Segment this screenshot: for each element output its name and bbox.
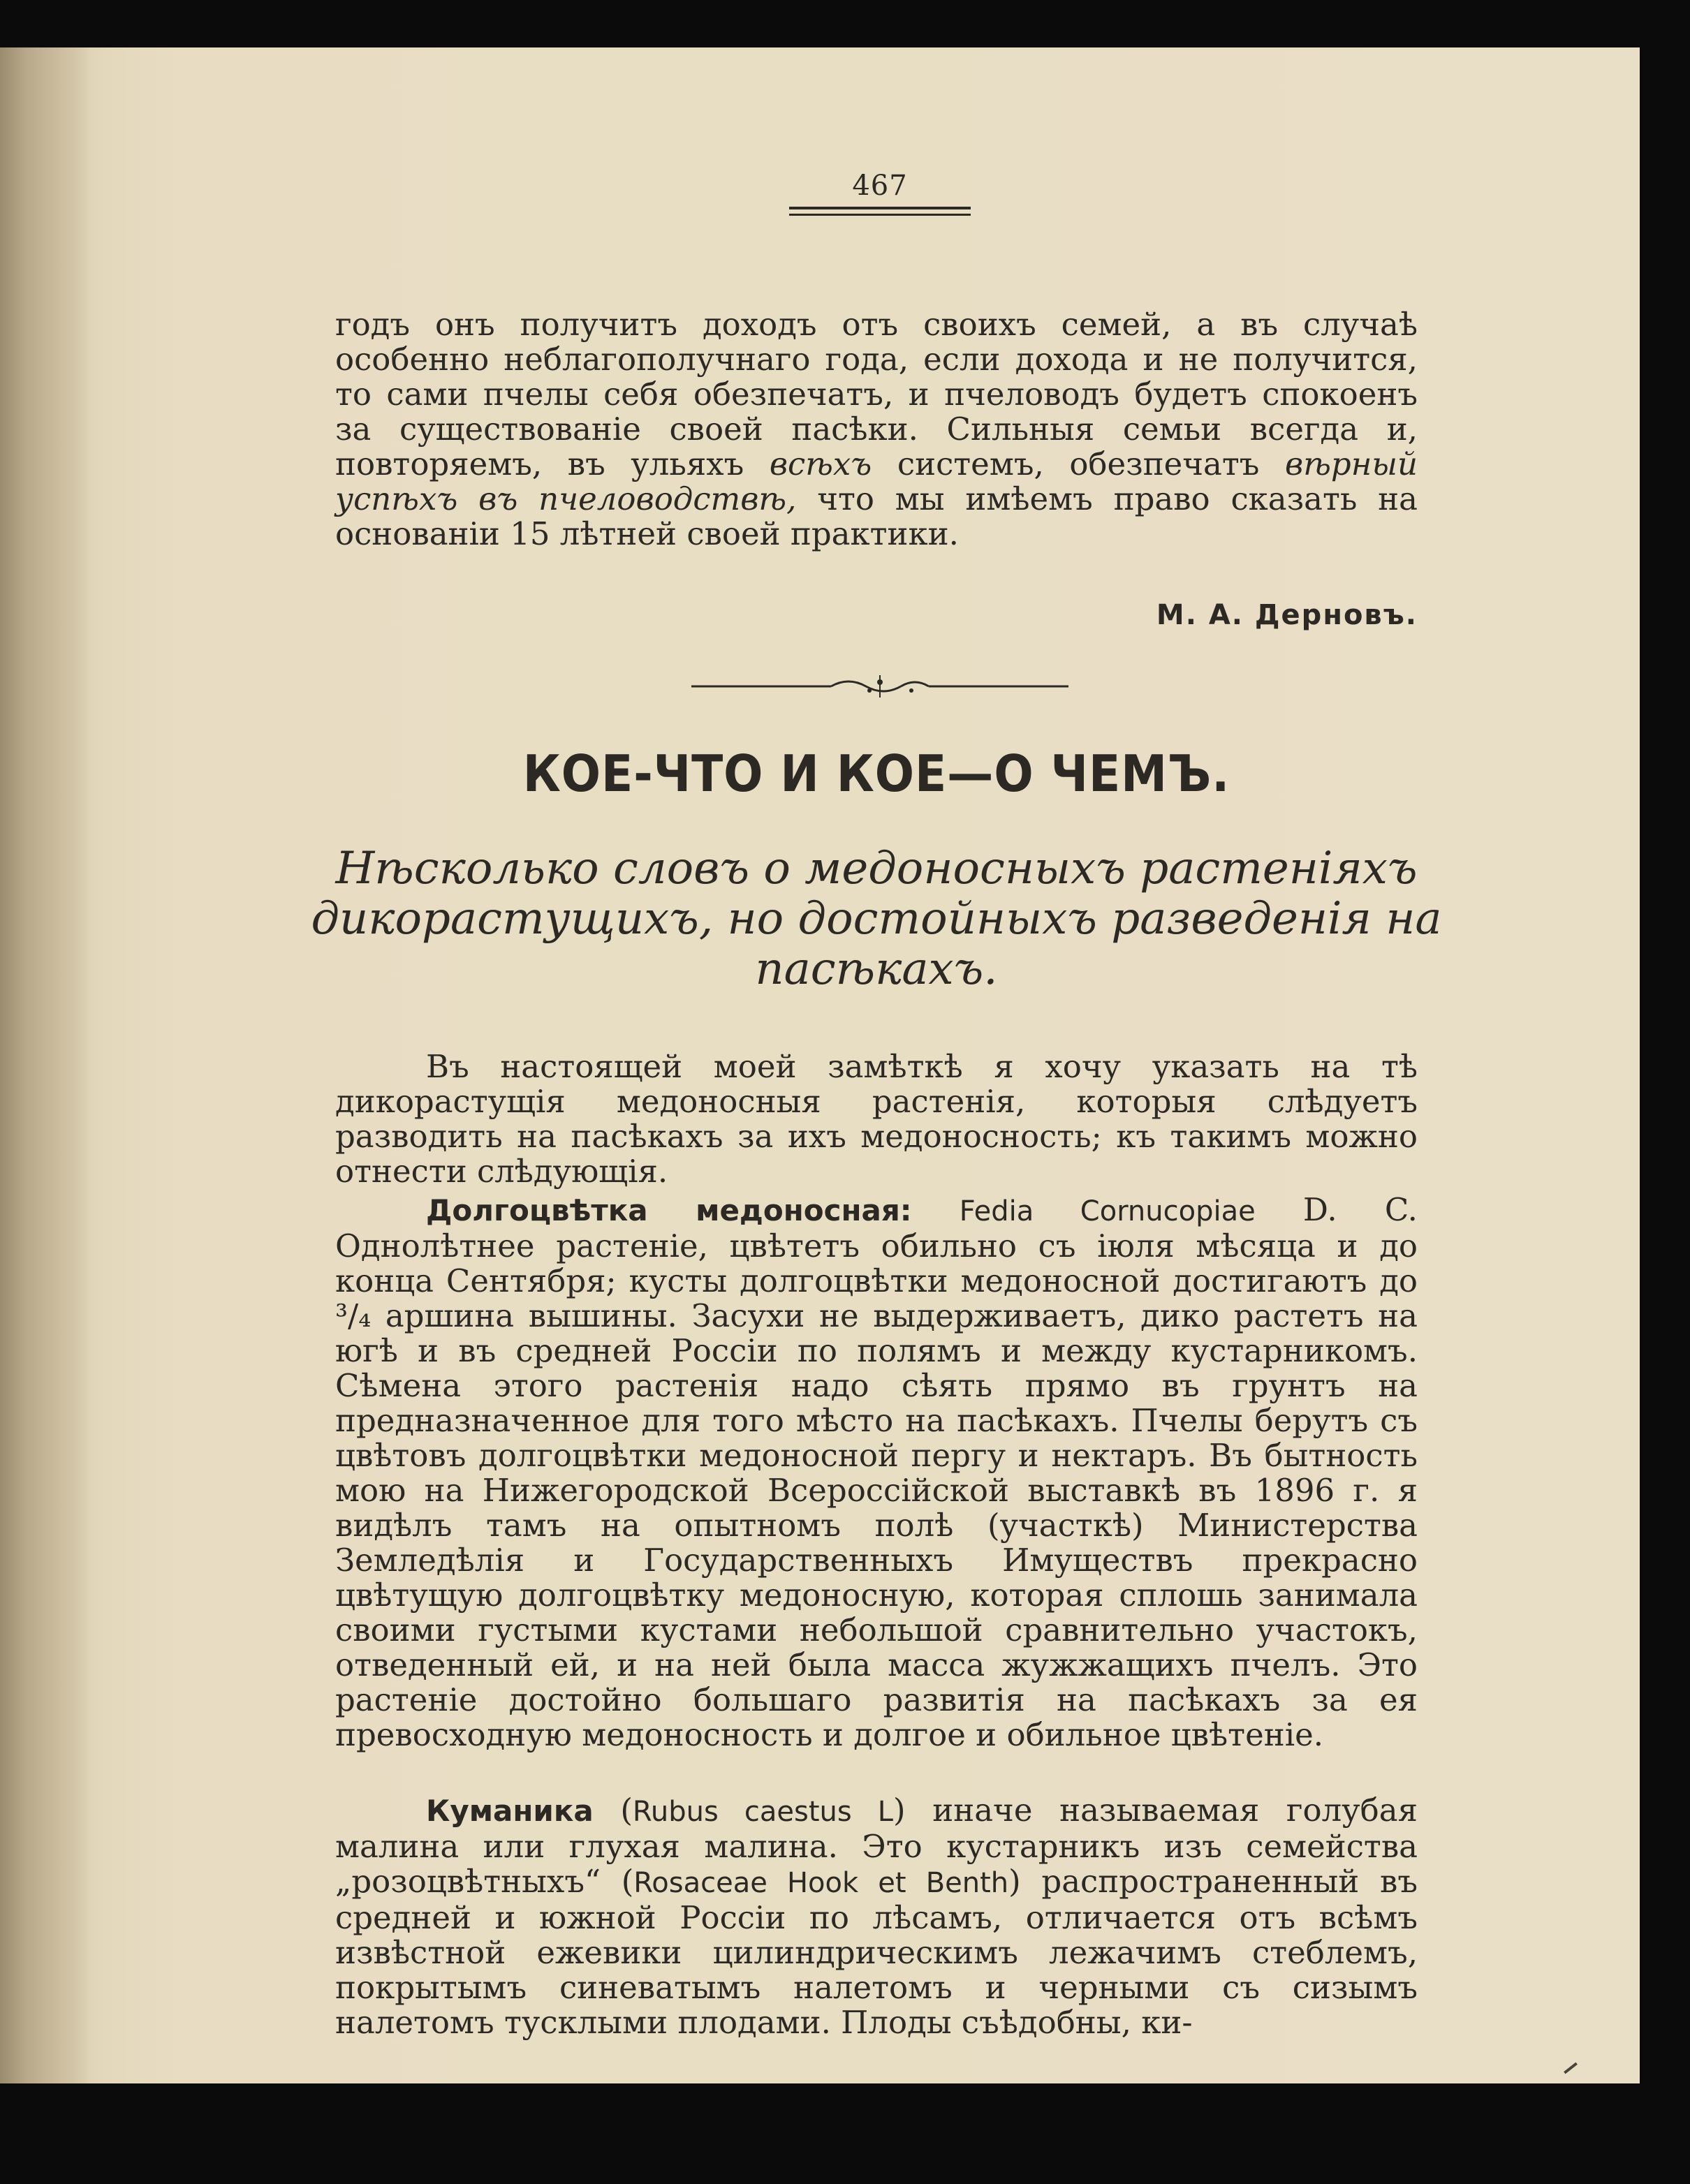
author-signature: М. А. Дерновъ.	[1156, 599, 1418, 631]
entry-term: Долгоцвѣтка медоносная:	[426, 1193, 912, 1227]
emphasis-text: всѣхъ	[769, 445, 872, 482]
scanned-page	[0, 47, 1640, 2083]
emphasis-text: вѣрный успѣхъ въ пчеловодствѣ,	[335, 445, 1418, 517]
page-number-rule	[789, 214, 971, 216]
page-number-rule	[789, 207, 971, 209]
intro-paragraph: Въ настоящей моей замѣткѣ я хочу указать на тѣ дикорастущія медоносныя растенія, которыя слѣдуетъ разводить на пасѣкахъ за ихъ медоносность; къ такимъ можно отнести слѣдующія.	[335, 1048, 1418, 1190]
book-spine-shadow	[0, 47, 91, 2083]
latin-name: Fedia Cornucopiae	[959, 1195, 1256, 1227]
section-subtitle: Нѣсколько словъ о медоносныхъ растеніяхъ дикорастущихъ, но достойныхъ разведенія на пасѣкахъ.	[311, 843, 1442, 995]
section-title: КОЕ-ЧТО И КОЕ—О ЧЕМЪ.	[522, 744, 1230, 803]
entry-paragraph-dolgotsvetka: Долгоцвѣтка медоносная: Fedia Cornucopiae D. C. Однолѣтнее растеніе, цвѣтетъ обильно съ іюля мѣсяца и до конца Сентября; кусты долгоцвѣтки медоносной достигаютъ до ³/₄ аршина вышины. Засухи не выдерживаетъ, дико растетъ на югѣ и въ средней Россіи по полямъ и между кустарникомъ. Сѣмена этого растенія надо сѣять прямо въ грунтъ на предназначенное для того мѣсто на пасѣкахъ. Пчелы берутъ съ цвѣтовъ долгоцвѣтки медоносной пергу и нектаръ. Въ бытность мою на Нижегородской Всероссійской выставкѣ въ 1896 г. я видѣлъ тамъ на опытномъ полѣ (участкѣ) Министерства Земледѣлія и Государственныхъ Имуществъ прекрасно цвѣтущую долгоцвѣтку медоносную, которая сплошь занимала своими густыми кустами небольшой сравнительно участокъ, отведенный ей, и на ней была масса жужжащихъ пчелъ. Это растеніе достойно большаго развитія на пасѣкахъ за ея превосходную медоносность и долгое и обильное цвѣтеніе.	[335, 1191, 1418, 1753]
article-ending-paragraph: годъ онъ получитъ доходъ отъ своихъ семей, а въ случаѣ особенно неблагополучнаго года, если дохода и не получится, то сами пчелы себя обезпечатъ, и пчеловодъ будетъ спокоенъ за существованіе своей пасѣки. Сильныя семьи всегда и, повторяемъ, въ ульяхъ всѣхъ системъ, обезпечатъ вѣрный успѣхъ въ пчеловодствѣ, что мы имѣемъ право сказать на основаніи 15 лѣтней своей практики.	[335, 306, 1418, 552]
latin-name: Rubus caestus L	[632, 1796, 894, 1828]
latin-name: Rosaceae Hook et Benth	[633, 1867, 1009, 1899]
entry-term: Куманика	[426, 1794, 594, 1828]
entry-paragraph-kumanika: Куманика (Rubus caestus L) иначе называемая голубая малина или глухая малина. Это кустарникъ изъ семейства „розоцвѣтныхъ“ (Rosaceae Hook et Benth) распространенный въ средней и южной Россіи по лѣсамъ, отличается отъ всѣмъ извѣстной ежевики цилиндрическимъ лежачимъ стеблемъ, покрытымъ синеватымъ налетомъ и черными съ сизымъ налетомъ тусклыми плодами. Плоды съѣдобны, ки-	[335, 1792, 1418, 2041]
ornament-divider-icon	[691, 672, 1068, 700]
page-number: 467	[852, 170, 908, 202]
